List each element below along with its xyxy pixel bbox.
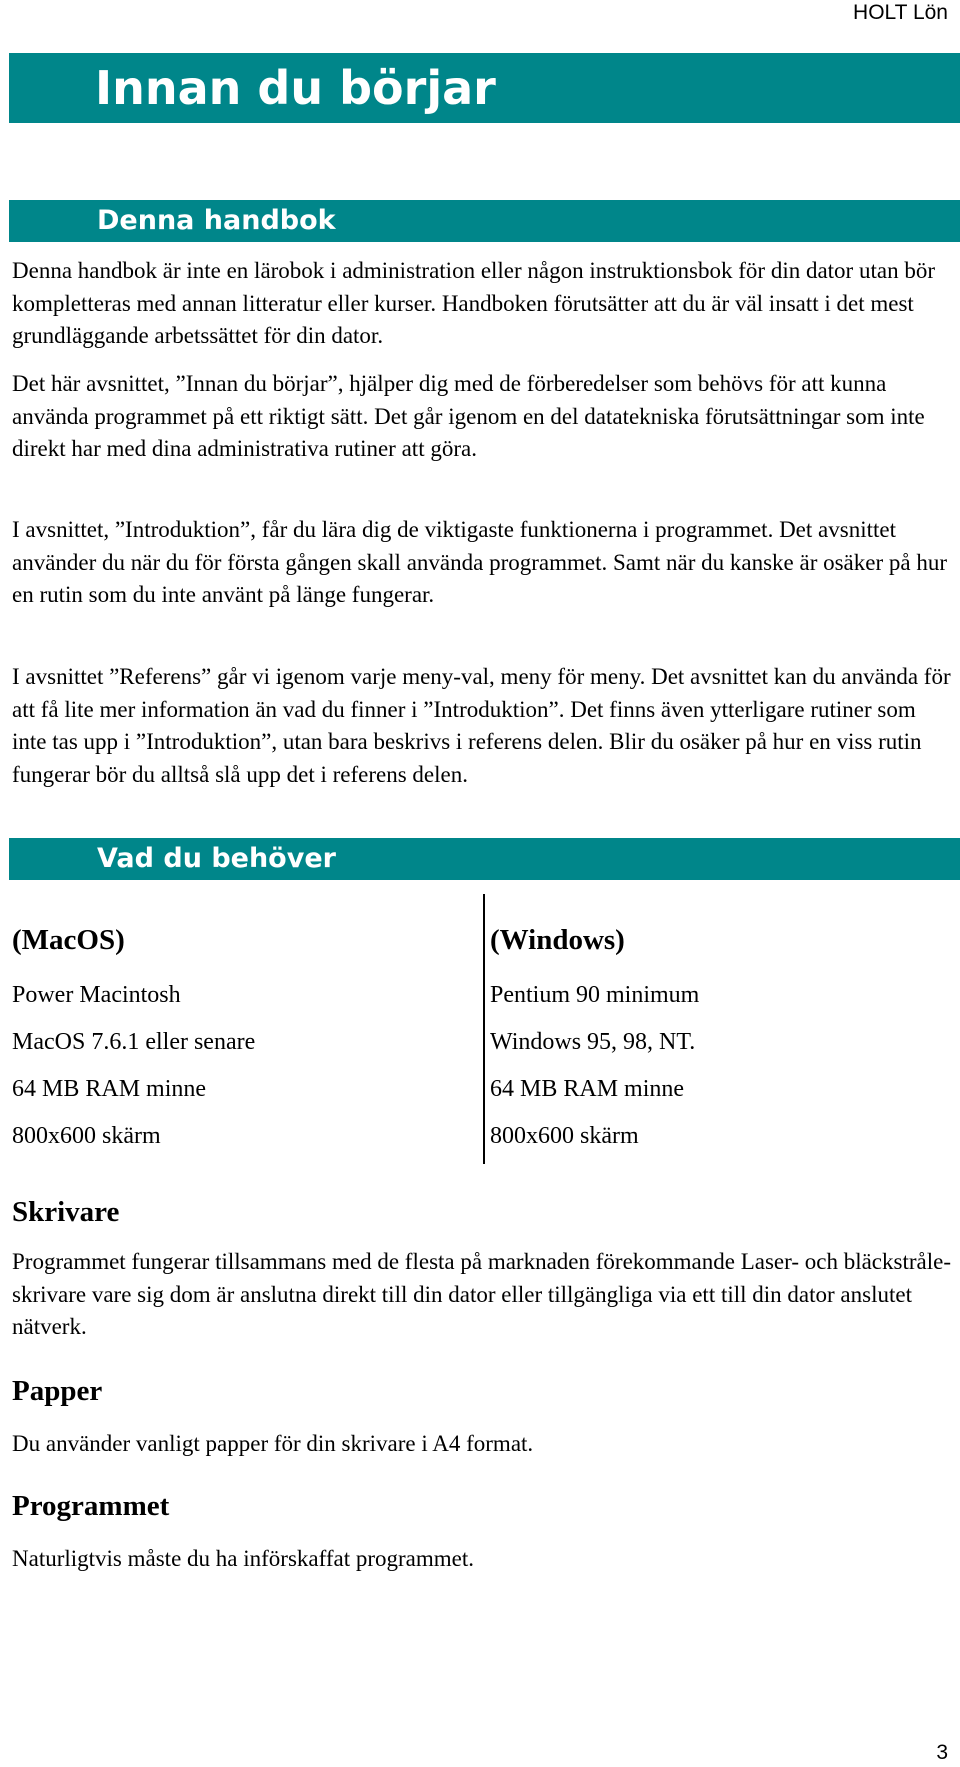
paragraph-referens: I avsnittet ”Referens” går vi igenom varje meny-val, meny för meny. Det avsnittet kan du använda för att få lite mer information än vad du finner i ”Introduktion”. Det finns även ytterligare rutiner som inte tas upp i ”Introduktion”, utan bara beskrivs i referens delen. Blir du osäker på hur en viss rutin fungerar bör du alltså slå upp det i referens delen.	[12, 664, 951, 787]
document-header: HOLT Lön	[853, 1, 948, 24]
column-divider	[483, 894, 485, 1164]
paragraph-skrivare: Programmet fungerar tillsammans med de flesta på marknaden förekommande Laser- och bläckstråle-skrivare vare sig dom är anslutna direkt till din dator eller tillgängliga via ett till din dator anslutet nätverk.	[12, 1249, 951, 1339]
paragraph-papper: Du använder vanligt papper för din skrivare i A4 format.	[12, 1431, 534, 1456]
page-title: Innan du börjar	[9, 53, 960, 123]
page-number: 3	[936, 1741, 948, 1764]
paragraph-programmet: Naturligtvis måste du ha införskaffat programmet.	[12, 1546, 475, 1571]
macos-requirement: MacOS 7.6.1 eller senare	[12, 1029, 256, 1055]
section-heading-vad-du-behover: Vad du behöver	[9, 838, 960, 880]
heading-papper: Papper	[12, 1375, 103, 1407]
heading-programmet: Programmet	[12, 1490, 170, 1522]
paragraph-innan-du-borjar: Det här avsnittet, ”Innan du börjar”, hjälper dig med de förberedelser som behövs för att kunna använda programmet på ett riktigt sätt. Det går igenom en del datatekniska förutsättningar som inte direkt har med dina administrativa rutiner att göra.	[12, 371, 925, 461]
paragraph-introduktion: I avsnittet, ”Introduktion”, får du lära dig de viktigaste funktionerna i programmet. Det avsnittet använder du när du för första gången skall använda programmet. Samt när du kanske är osäker på hur en rutin som du inte använt på länge fungerar.	[12, 517, 948, 607]
heading-skrivare: Skrivare	[12, 1196, 120, 1228]
windows-requirement: 800x600 skärm	[490, 1123, 639, 1149]
macos-requirement: Power Macintosh	[12, 982, 181, 1008]
paragraph-intro: Denna handbok är inte en lärobok i administration eller någon instruktionsbok för din dator utan bör kompletteras med annan litteratur eller kurser. Handboken förutsätter att du är väl insatt i det mest grundläggande arbetssättet för din dator.	[12, 258, 935, 348]
macos-heading: (MacOS)	[12, 924, 125, 956]
section-heading-denna-handbok: Denna handbok	[9, 200, 960, 242]
requirements-macos	[12, 920, 452, 1160]
windows-requirement: Windows 95, 98, NT.	[490, 1029, 696, 1055]
macos-requirement: 64 MB RAM minne	[12, 1076, 207, 1102]
windows-heading: (Windows)	[490, 924, 625, 956]
windows-requirement: 64 MB RAM minne	[490, 1076, 685, 1102]
requirements-windows	[490, 920, 930, 1160]
windows-requirement: Pentium 90 minimum	[490, 982, 700, 1008]
macos-requirement: 800x600 skärm	[12, 1123, 161, 1149]
